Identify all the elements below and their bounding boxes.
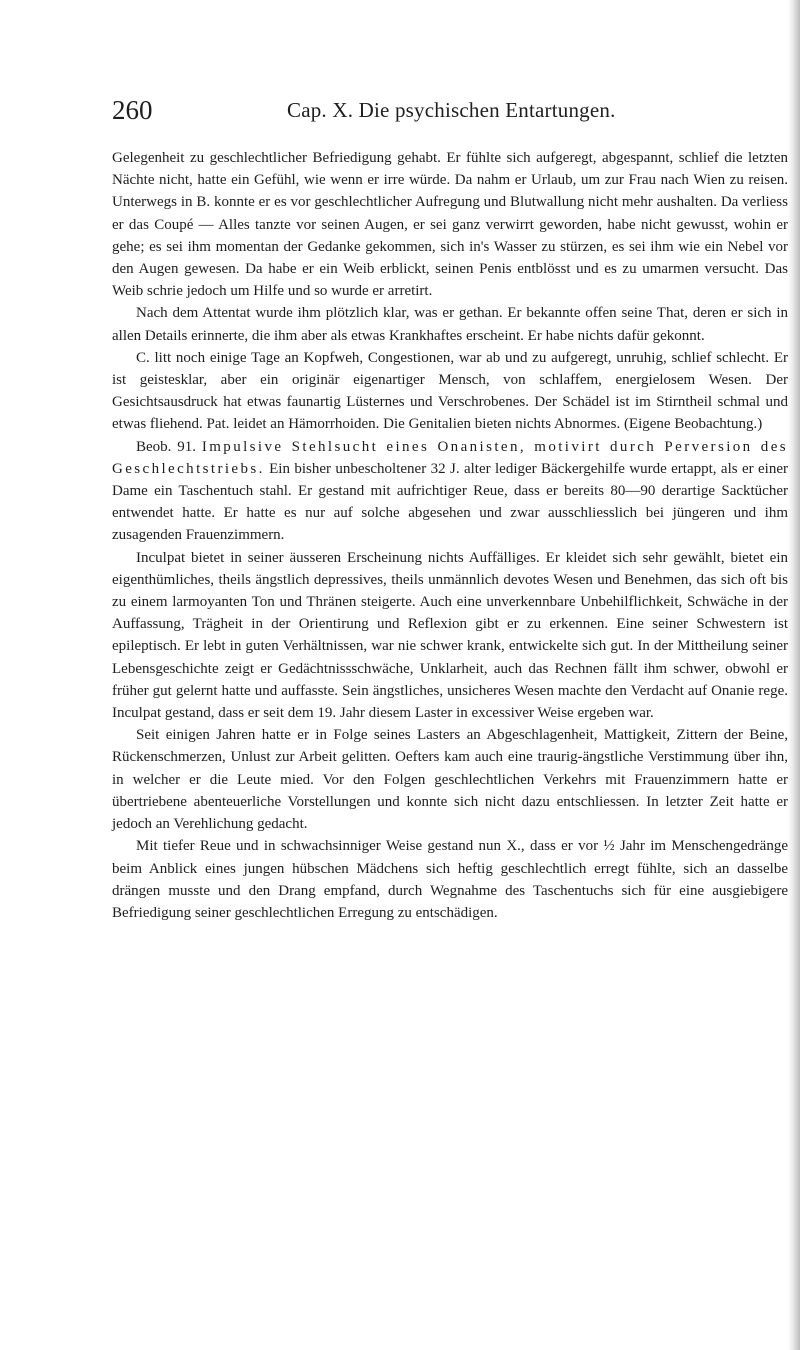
running-header (112, 91, 800, 135)
observation-91 (112, 436, 788, 547)
scan-page-edge (788, 0, 800, 1350)
observation-title: Impulsive Stehlsucht eines Onanisten, motivirt durch Perversion des Geschlechtstriebs. (112, 438, 788, 477)
body-text (112, 147, 788, 924)
paragraph-inculpat: Inculpat bietet in seiner äusseren Erscheinung nichts Auffälliges. Er kleidet sich sehr gewählt, bietet ein eigenthümliches, theils ängstlich depressives, theils unmännlich devotes Wesen und Benehmen, das sich oft bis zu einem larmoyanten Ton und Thränen steigerte. Auch eine unverkennbare Unbehilflichkeit, Schwäche in der Auffassung, Trägheit in der Orientirung und Reflexion gibt er zu erkennen. Eine seiner Schwestern ist epileptisch. Er lebt in guten Verhältnissen, war nie schwer krank, entwickelte sich gut. In der Mittheilung seiner Lebensgeschichte zeigt er Gedächtnissschwäche, Unklarheit, auch das Rechnen fällt ihm schwer, obwohl er früher gut gelernt hatte und auffasste. Sein ängstliches, unsicheres Wesen machte den Verdacht auf Onanie rege. Inculpat gestand, dass er seit dem 19. Jahr diesem Laster in excessiver Weise ergeben war. (112, 549, 788, 722)
running-title: Cap. X. Die psychischen Entartungen. (287, 98, 616, 122)
paragraph-case-c: C. litt noch einige Tage an Kopfweh, Congestionen, war ab und zu aufgeregt, unruhig, schlief schlecht. Er ist geistesklar, aber ein originär eigenartiger Mensch, von schlaffem, energielosem Wesen. Der Gesichtsausdruck hat etwas faunartig Lüsternes und Verschrobenes. Der Schädel ist im Stirntheil schmal und etwas fliehend. Pat. leidet an Hämorrhoiden. Die Genitalien bieten nichts Abnormes. (Eigene Beobachtung.) (112, 349, 788, 433)
observation-text: Ein bisher unbescholtener 32 J. alter lediger Bäckergehilfe wurde ertappt, als er einer Dame ein Taschentuch stahl. Er gestand mit aufrichtiger Reue, dass er bereits 80—90 derartige Sacktücher entwendet hatte. Er hatte es nur auf solche abgesehen und zwar ausschliesslich bei jüngeren und ihm zusagenden Frauenzimmern. (112, 460, 789, 544)
observation-label: Beob. 91. (136, 438, 196, 455)
paragraph-history: Seit einigen Jahren hatte er in Folge seines Lasters an Abgeschlagenheit, Mattigkeit, Zittern der Beine, Rückenschmerzen, Unlust zur Arbeit gelitten. Oefters kam auch eine traurig-ängstliche Verstimmung über ihn, in welcher er die Leute mied. Vor den Folgen geschlechtlichen Verkehrs mit Frauenzimmern hatte er übertriebene abenteuerliche Vorstellungen und konnte sich nicht dazu entschliessen. In letzter Zeit hatte er jedoch an Verehlichung gedacht. (112, 727, 788, 833)
page-number: 260 (112, 95, 153, 125)
paragraph-continuation: Gelegenheit zu geschlechtlicher Befriedigung gehabt. Er fühlte sich aufgeregt, abgespannt, schlief die letzten Nächte nicht, hatte ein Gefühl, wie wenn er irre würde. Da nahm er Urlaub, um zur Frau nach Wien zu reisen. Unterwegs in B. konnte er es vor geschlechtlicher Aufregung und Blutwallung nicht mehr aushalten. Da verliess er das Coupé — Alles tanzte vor seinen Augen, er sei ganz verwirrt geworden, habe nicht gewusst, wohin er gehe; es sei ihm momentan der Gedanke gekommen, sich in's Wasser zu stürzen, es sei ihm wie ein Nebel vor den Augen gewesen. Da habe er ein Weib erblickt, seinen Penis entblösst und es zu umarmen versucht. Das Weib schrie jedoch um Hilfe und so wurde er arretirt. (112, 150, 788, 300)
paragraph-attentat: Nach dem Attentat wurde ihm plötzlich klar, was er gethan. Er bekannte offen seine That, deren er sich in allen Details erinnerte, die ihm aber als etwas Krankhaftes erscheint. Er habe nichts dafür gekonnt. (112, 305, 788, 344)
paragraph-confession: Mit tiefer Reue und in schwachsinniger Weise gestand nun X., dass er vor ½ Jahr im Menschengedränge beim Anblick eines jungen hübschen Mädchens sich heftig geschlechtlich erregt fühlte, sich an dasselbe drängen musste und den Drang empfand, durch Wegnahme des Taschentuchs sich für eine ausgiebigere Befriedigung seiner geschlechtlichen Erregung zu entschädigen. (112, 838, 788, 921)
